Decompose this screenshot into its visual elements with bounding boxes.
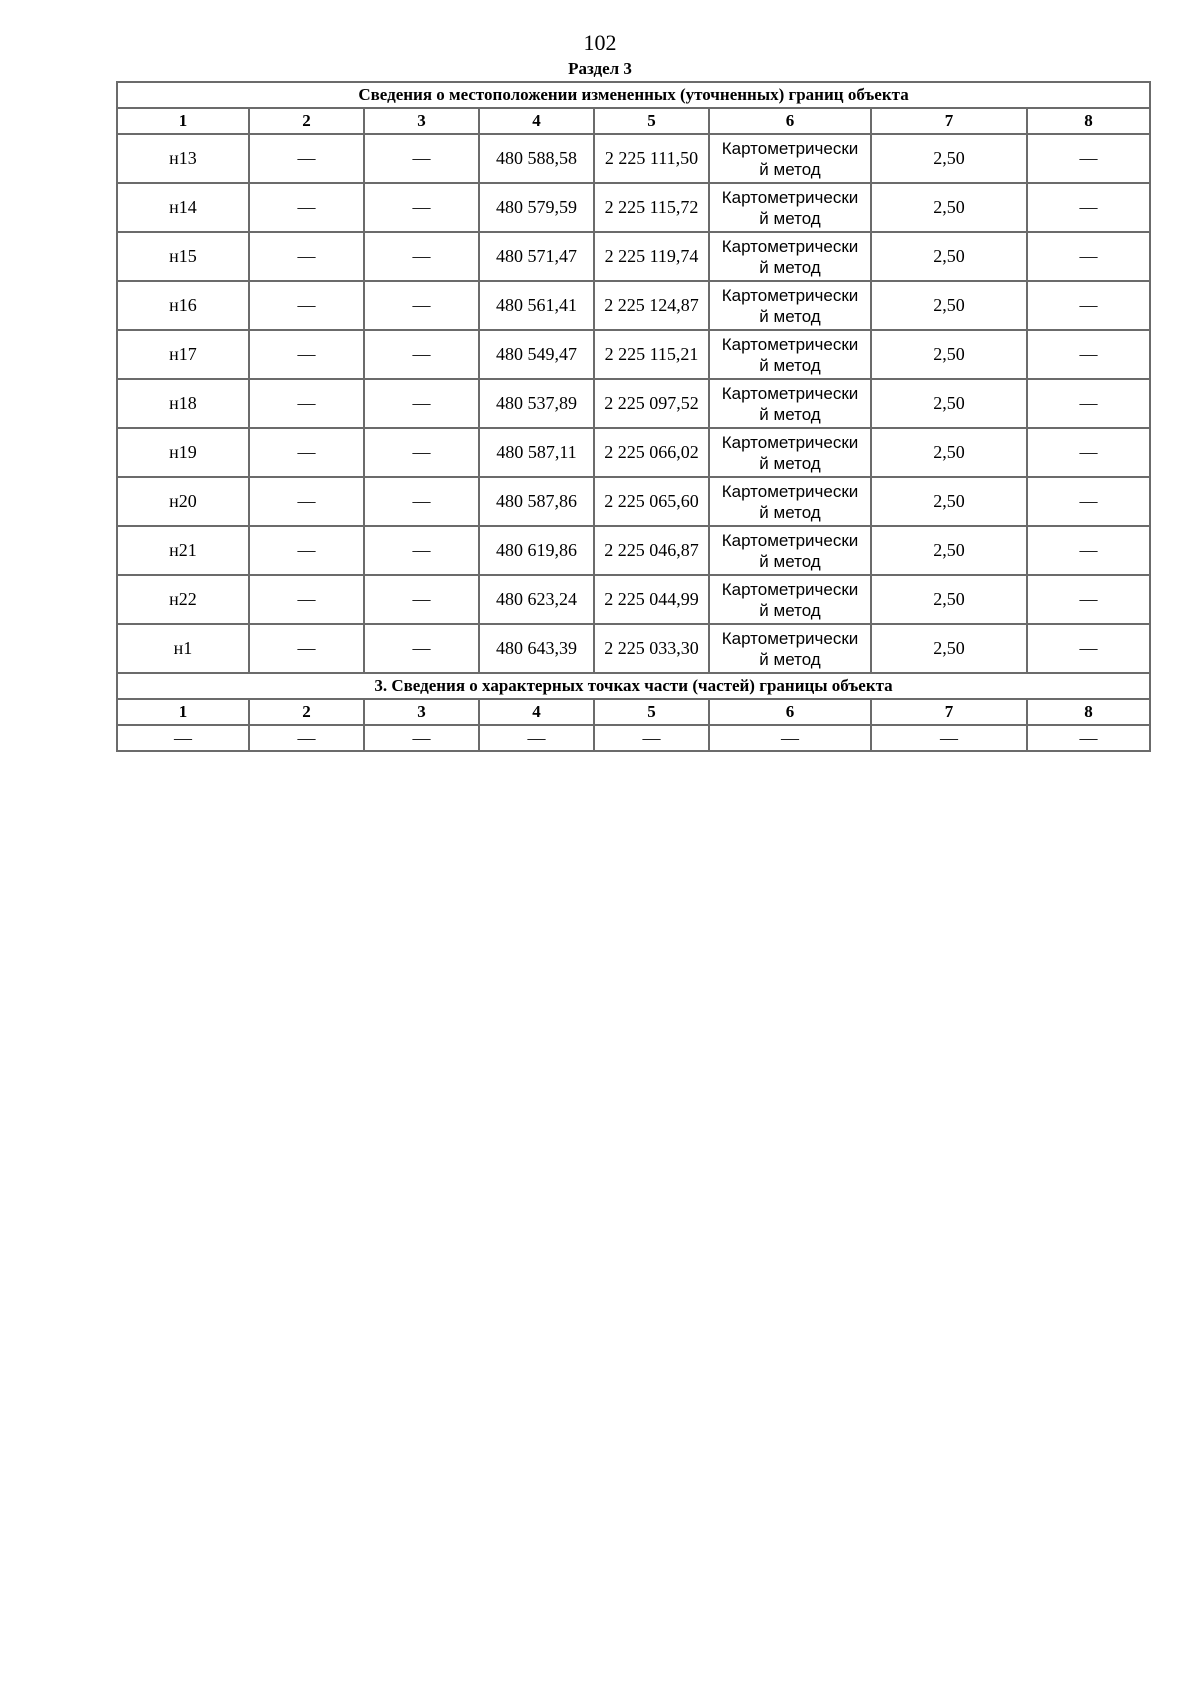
empty-cell: — <box>117 725 249 751</box>
column-header: 4 <box>479 699 594 725</box>
subsection-caption-row <box>117 673 1150 699</box>
precision-cell: 2,50 <box>871 183 1027 232</box>
method-line: й метод <box>759 159 821 179</box>
table-body <box>117 82 1150 751</box>
point-number-cell: н19 <box>117 428 249 477</box>
precision-cell: 2,50 <box>871 477 1027 526</box>
precision-cell: 2,50 <box>871 575 1027 624</box>
column-header: 4 <box>479 108 594 134</box>
method-line: й метод <box>759 649 821 669</box>
table-row <box>117 477 1150 526</box>
old-x-cell: — <box>249 526 364 575</box>
precision-cell: 2,50 <box>871 330 1027 379</box>
method-line: й метод <box>759 257 821 277</box>
method-line: й метод <box>759 600 821 620</box>
precision-cell: 2,50 <box>871 134 1027 183</box>
old-x-cell: — <box>249 477 364 526</box>
column-header: 7 <box>871 108 1027 134</box>
new-y-cell: 2 225 119,74 <box>594 232 709 281</box>
description-cell: — <box>1027 330 1150 379</box>
boundary-table <box>116 81 1151 752</box>
new-x-cell: 480 587,11 <box>479 428 594 477</box>
method-line: Картометрически <box>721 481 859 501</box>
method-cell <box>709 526 871 575</box>
table-row <box>117 624 1150 673</box>
method-line: й метод <box>759 404 821 424</box>
method-cell <box>709 575 871 624</box>
empty-cell: — <box>479 725 594 751</box>
old-y-cell: — <box>364 379 479 428</box>
new-y-cell: 2 225 046,87 <box>594 526 709 575</box>
method-line: Картометрически <box>721 432 859 452</box>
column-header: 6 <box>709 108 871 134</box>
method-line: й метод <box>759 208 821 228</box>
table-row <box>117 183 1150 232</box>
new-x-cell: 480 537,89 <box>479 379 594 428</box>
method-cell <box>709 183 871 232</box>
new-x-cell: 480 588,58 <box>479 134 594 183</box>
method-line: Картометрически <box>721 285 859 305</box>
section-title: Раздел 3 <box>568 59 632 78</box>
empty-cell: — <box>871 725 1027 751</box>
new-x-cell: 480 579,59 <box>479 183 594 232</box>
old-x-cell: — <box>249 575 364 624</box>
description-cell: — <box>1027 575 1150 624</box>
old-y-cell: — <box>364 281 479 330</box>
method-cell <box>709 134 871 183</box>
new-x-cell: 480 643,39 <box>479 624 594 673</box>
method-line: й метод <box>759 453 821 473</box>
column-header: 1 <box>117 699 249 725</box>
point-number-cell: н22 <box>117 575 249 624</box>
column-header: 5 <box>594 108 709 134</box>
new-x-cell: 480 571,47 <box>479 232 594 281</box>
method-line: Картометрически <box>721 236 859 256</box>
table-row <box>117 428 1150 477</box>
description-cell: — <box>1027 526 1150 575</box>
table-row <box>117 330 1150 379</box>
new-y-cell: 2 225 111,50 <box>594 134 709 183</box>
method-cell <box>709 232 871 281</box>
old-x-cell: — <box>249 379 364 428</box>
column-header: 5 <box>594 699 709 725</box>
column-header: 8 <box>1027 108 1150 134</box>
point-number-cell: н1 <box>117 624 249 673</box>
precision-cell: 2,50 <box>871 281 1027 330</box>
method-cell <box>709 428 871 477</box>
precision-cell: 2,50 <box>871 232 1027 281</box>
description-cell: — <box>1027 624 1150 673</box>
column-header: 7 <box>871 699 1027 725</box>
table-caption-row <box>117 82 1150 108</box>
old-y-cell: — <box>364 330 479 379</box>
method-line: Картометрически <box>721 628 859 648</box>
subsection-caption: 3. Сведения о характерных точках части (частей) границы объекта <box>117 673 1150 699</box>
precision-cell: 2,50 <box>871 428 1027 477</box>
new-y-cell: 2 225 124,87 <box>594 281 709 330</box>
description-cell: — <box>1027 428 1150 477</box>
old-x-cell: — <box>249 134 364 183</box>
table-row <box>117 575 1150 624</box>
point-number-cell: н13 <box>117 134 249 183</box>
method-cell <box>709 281 871 330</box>
point-number-cell: н16 <box>117 281 249 330</box>
point-number-cell: н21 <box>117 526 249 575</box>
method-line: Картометрически <box>721 187 859 207</box>
old-y-cell: — <box>364 428 479 477</box>
table-caption: Сведения о местоположении измененных (уточненных) границ объекта <box>117 82 1150 108</box>
method-line: й метод <box>759 306 821 326</box>
method-line: й метод <box>759 502 821 522</box>
page-number: 102 <box>583 30 617 55</box>
subsection-header-row <box>117 699 1150 725</box>
description-cell: — <box>1027 232 1150 281</box>
point-number-cell: н18 <box>117 379 249 428</box>
table-row <box>117 134 1150 183</box>
new-y-cell: 2 225 065,60 <box>594 477 709 526</box>
method-line: Картометрически <box>721 530 859 550</box>
method-cell <box>709 477 871 526</box>
point-number-cell: н14 <box>117 183 249 232</box>
point-number-cell: н20 <box>117 477 249 526</box>
method-cell <box>709 330 871 379</box>
new-x-cell: 480 587,86 <box>479 477 594 526</box>
method-line: й метод <box>759 355 821 375</box>
point-number-cell: н15 <box>117 232 249 281</box>
method-line: Картометрически <box>721 579 859 599</box>
old-x-cell: — <box>249 281 364 330</box>
method-line: Картометрически <box>721 334 859 354</box>
method-cell <box>709 379 871 428</box>
old-y-cell: — <box>364 183 479 232</box>
new-y-cell: 2 225 097,52 <box>594 379 709 428</box>
empty-cell: — <box>364 725 479 751</box>
method-line: Картометрически <box>721 138 859 158</box>
description-cell: — <box>1027 379 1150 428</box>
table-row <box>117 725 1150 751</box>
point-number-cell: н17 <box>117 330 249 379</box>
new-y-cell: 2 225 115,72 <box>594 183 709 232</box>
new-y-cell: 2 225 044,99 <box>594 575 709 624</box>
table-header-row <box>117 108 1150 134</box>
old-y-cell: — <box>364 232 479 281</box>
column-header: 2 <box>249 699 364 725</box>
column-header: 6 <box>709 699 871 725</box>
column-header: 8 <box>1027 699 1150 725</box>
table-row <box>117 526 1150 575</box>
old-y-cell: — <box>364 477 479 526</box>
empty-cell: — <box>594 725 709 751</box>
old-y-cell: — <box>364 134 479 183</box>
old-x-cell: — <box>249 232 364 281</box>
description-cell: — <box>1027 183 1150 232</box>
new-y-cell: 2 225 033,30 <box>594 624 709 673</box>
description-cell: — <box>1027 477 1150 526</box>
column-header: 2 <box>249 108 364 134</box>
method-cell <box>709 624 871 673</box>
precision-cell: 2,50 <box>871 624 1027 673</box>
column-header: 3 <box>364 699 479 725</box>
new-y-cell: 2 225 115,21 <box>594 330 709 379</box>
old-y-cell: — <box>364 575 479 624</box>
table-row <box>117 379 1150 428</box>
old-y-cell: — <box>364 526 479 575</box>
old-x-cell: — <box>249 183 364 232</box>
precision-cell: 2,50 <box>871 526 1027 575</box>
table-row <box>117 281 1150 330</box>
precision-cell: 2,50 <box>871 379 1027 428</box>
description-cell: — <box>1027 281 1150 330</box>
old-x-cell: — <box>249 330 364 379</box>
table-row <box>117 232 1150 281</box>
old-x-cell: — <box>249 624 364 673</box>
new-x-cell: 480 561,41 <box>479 281 594 330</box>
column-header: 3 <box>364 108 479 134</box>
new-y-cell: 2 225 066,02 <box>594 428 709 477</box>
description-cell: — <box>1027 134 1150 183</box>
new-x-cell: 480 619,86 <box>479 526 594 575</box>
new-x-cell: 480 623,24 <box>479 575 594 624</box>
old-x-cell: — <box>249 428 364 477</box>
method-line: Картометрически <box>721 383 859 403</box>
empty-cell: — <box>709 725 871 751</box>
method-line: й метод <box>759 551 821 571</box>
empty-cell: — <box>1027 725 1150 751</box>
empty-cell: — <box>249 725 364 751</box>
old-y-cell: — <box>364 624 479 673</box>
column-header: 1 <box>117 108 249 134</box>
new-x-cell: 480 549,47 <box>479 330 594 379</box>
